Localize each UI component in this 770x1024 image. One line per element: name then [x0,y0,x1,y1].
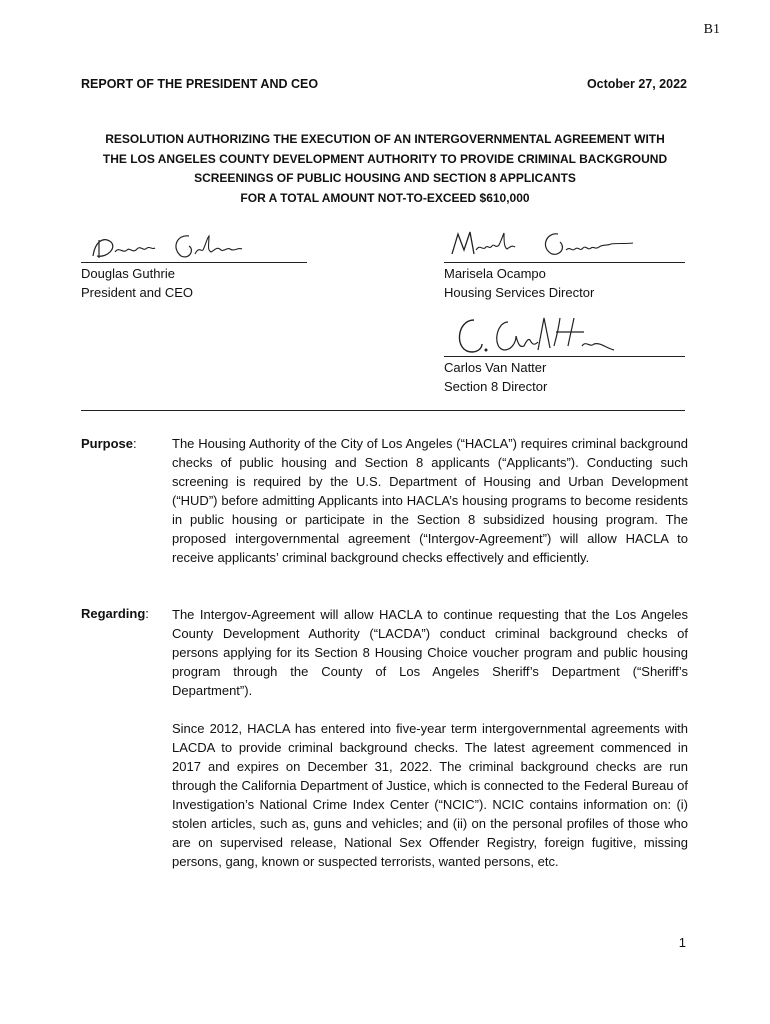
signatory-ocampo [444,264,594,302]
regarding-text-2: Since 2012, HACLA has entered into five-year term intergovernmental agreements with LACDA to provide criminal background checks. The latest agreement commenced in 2017 and expires on December 31, 2022. The criminal background checks are run through the California Department of Justice, which is connected to the Federal Bureau of Investigation’s National Crime Index Center (“NCIC”). NCIC contains information on: (i) stolen articles, such as, guns and vehicles; and (ii) on the personal profiles of those who are on supervised release, National Sex Offender Registry, foreign fugitive, missing persons, gang, known or suspected terrorists, wanted persons, etc. [172,721,688,869]
purpose-label-text: Purpose [81,436,134,451]
title-line: SCREENINGS OF PUBLIC HOUSING AND SECTION 8 APPLICANTS [194,171,576,185]
title-line: THE LOS ANGELES COUNTY DEVELOPMENT AUTHORITY TO PROVIDE CRIMINAL BACKGROUND [102,151,668,166]
report-header: REPORT OF THE PRESIDENT AND CEO [81,77,319,91]
regarding-label [81,606,149,621]
page-number: 1 [678,935,686,950]
section-divider [81,410,685,411]
signatory-van-natter [444,358,547,396]
signatory-guthrie [81,264,193,302]
title-line: FOR A TOTAL AMOUNT NOT-TO-EXCEED $610,000 [240,190,530,205]
signatory-name: Douglas Guthrie [81,266,175,281]
purpose-label [81,436,137,451]
purpose-text: The Housing Authority of the City of Los Angeles (“HACLA”) requires criminal background checks of public housing and Section 8 applicants (“Applicants”). Conducting such screening is required by the U.S. Department of Housing and Urban Development (“HUD”) before admitting Applicants into HACLA’s housing programs to become residents in public housing or participate in the Section 8 subsidized housing program. The proposed intergovernmental agreement (“Intergov-Agreement”) will allow HACLA to receive applicants’ criminal background checks effectively and efficiently. [172,436,688,565]
page-id: B1 [703,22,720,37]
report-date: October 27, 2022 [586,77,687,91]
signatory-title: Housing Services Director [444,285,595,300]
signature-line [81,262,307,263]
title-line: RESOLUTION AUTHORIZING THE EXECUTION OF AN INTERGOVERNMENTAL AGREEMENT WITH [105,132,665,146]
signature-line [444,356,685,357]
signatory-name: Marisela Ocampo [444,266,546,281]
regarding-colon: : [145,606,149,621]
signatory-title: President and CEO [81,285,194,300]
regarding-text: The Intergov-Agreement will allow HACLA to continue requesting that the Los Angeles County Development Authority (“LACDA”) conduct criminal background checks of persons applying for its Section 8 Housing Choice voucher program and public housing program through the County of Los Angeles Sheriff’s Department (“Sheriff’s Department”). [172,607,688,698]
purpose-colon: : [133,436,137,451]
signature-van-natter [452,312,622,358]
signature-line [444,262,685,263]
signature-ocampo [448,226,648,260]
regarding-label-text: Regarding [81,606,146,621]
signatory-title: Section 8 Director [444,379,548,394]
signature-guthrie [85,228,265,264]
resolution-title [60,130,710,208]
signatory-name: Carlos Van Natter [444,360,547,375]
